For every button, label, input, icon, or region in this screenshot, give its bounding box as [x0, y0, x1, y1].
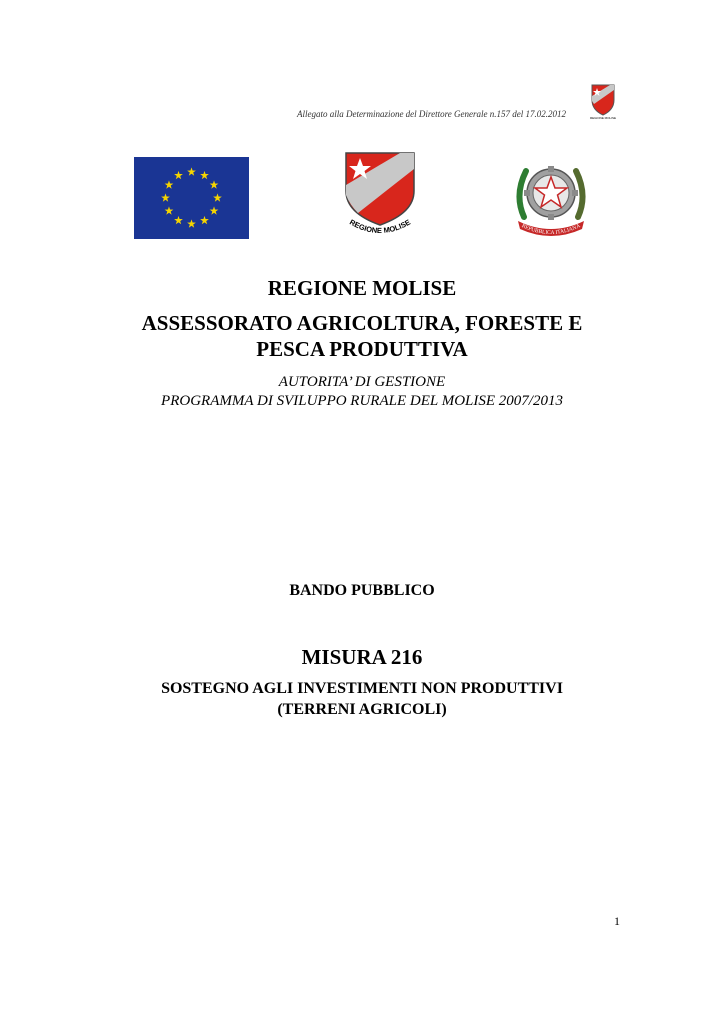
eu-flag-icon — [134, 157, 249, 239]
italian-republic-emblem-icon — [512, 155, 590, 239]
notice-type: BANDO PUBBLICO — [289, 582, 435, 599]
page-number: 1 — [614, 914, 620, 928]
emblem-ribbon-text: REPUBBLICA ITALIANA — [520, 223, 582, 237]
measure-subject — [0, 678, 724, 720]
assessorato-title — [0, 310, 724, 362]
annex-note: Allegato alla Determinazione del Direttore Generale n.157 del 17.02.2012 — [296, 109, 566, 119]
region-title: REGIONE MOLISE — [267, 276, 457, 300]
molise-crest-caption: REGIONE MOLISE — [348, 217, 412, 236]
authority-line-1: AUTORITA’ DI GESTIONE — [278, 374, 446, 390]
small-molise-crest-icon — [588, 82, 618, 120]
assessorato-line-2: PESCA PRODUTTIVA — [256, 337, 468, 361]
molise-crest-icon — [340, 151, 420, 243]
authority-line-2: PROGRAMMA DI SVILUPPO RURALE DEL MOLISE 2007/2013 — [161, 393, 563, 409]
authority-subtitle — [0, 373, 724, 411]
svg-text:REGIONE MOLISE: REGIONE MOLISE — [589, 116, 617, 120]
assessorato-line-1: ASSESSORATO AGRICOLTURA, FORESTE E — [141, 311, 583, 335]
subject-line-1: SOSTEGNO AGLI INVESTIMENTI NON PRODUTTIVI — [161, 680, 563, 697]
measure-title: MISURA 216 — [301, 645, 423, 669]
subject-line-2: (TERRENI AGRICOLI) — [277, 701, 447, 718]
